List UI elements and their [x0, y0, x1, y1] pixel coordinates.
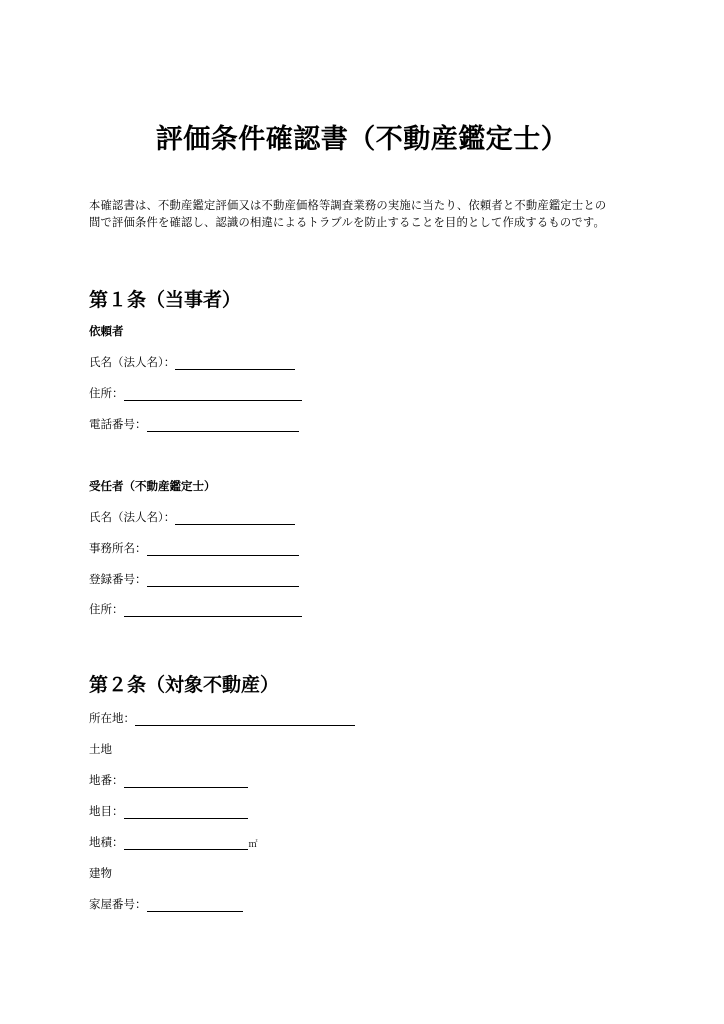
- client-address-blank[interactable]: [124, 386, 302, 401]
- land-category-field[interactable]: [89, 803, 248, 819]
- office-name-blank[interactable]: [147, 541, 299, 556]
- land-area-field[interactable]: [89, 834, 258, 850]
- contractor-name-field[interactable]: [89, 509, 295, 525]
- document-title: 評価条件確認書（不動産鑑定士）: [155, 124, 569, 155]
- intro-line: 間で評価条件を確認し、認識の相違によるトラブルを防止することを目的として作成するものです。: [89, 216, 606, 229]
- contractor-address-label: 住所：: [89, 602, 124, 616]
- land-heading: 土地: [89, 742, 112, 756]
- lot-number-blank[interactable]: [124, 773, 248, 788]
- land-area-blank[interactable]: [124, 835, 248, 850]
- house-number-blank[interactable]: [147, 897, 243, 912]
- land-category-label: 地目：: [89, 804, 124, 818]
- article-1-heading: 第１条（当事者）: [89, 289, 242, 311]
- lot-number-field[interactable]: [89, 772, 248, 788]
- client-phone-field[interactable]: [89, 416, 299, 432]
- client-name-field[interactable]: [89, 354, 295, 370]
- registration-number-field[interactable]: [89, 571, 299, 587]
- client-phone-label: 電話番号：: [89, 417, 147, 431]
- client-heading: 依頼者: [89, 324, 124, 338]
- land-category-blank[interactable]: [124, 804, 248, 819]
- client-address-field[interactable]: [89, 385, 302, 401]
- house-number-label: 家屋番号：: [89, 897, 147, 911]
- contractor-name-blank[interactable]: [175, 510, 295, 525]
- client-name-blank[interactable]: [175, 355, 295, 370]
- land-area-label: 地積：: [89, 835, 124, 849]
- location-field[interactable]: [89, 710, 355, 726]
- contractor-heading: 受任者（不動産鑑定士）: [89, 479, 216, 493]
- office-name-label: 事務所名：: [89, 541, 147, 555]
- lot-number-label: 地番：: [89, 773, 124, 787]
- building-heading: 建物: [89, 866, 112, 880]
- client-phone-blank[interactable]: [147, 417, 299, 432]
- house-number-field[interactable]: [89, 896, 243, 912]
- office-name-field[interactable]: [89, 540, 299, 556]
- registration-number-label: 登録番号：: [89, 572, 147, 586]
- location-blank[interactable]: [135, 711, 355, 726]
- registration-number-blank[interactable]: [147, 572, 299, 587]
- intro-line: 本確認書は、不動産鑑定評価又は不動産価格等調査業務の実施に当たり、依頼者と不動産鑑定士との: [89, 199, 607, 212]
- client-name-label: 氏名（法人名）：: [89, 355, 176, 369]
- location-label: 所在地：: [89, 711, 135, 725]
- contractor-address-blank[interactable]: [124, 602, 302, 617]
- area-unit: ㎡: [248, 840, 258, 850]
- client-address-label: 住所：: [89, 386, 124, 400]
- contractor-address-field[interactable]: [89, 601, 302, 617]
- contractor-name-label: 氏名（法人名）：: [89, 510, 176, 524]
- article-2-heading: 第２条（対象不動産）: [89, 674, 280, 696]
- intro-paragraph: [89, 197, 649, 231]
